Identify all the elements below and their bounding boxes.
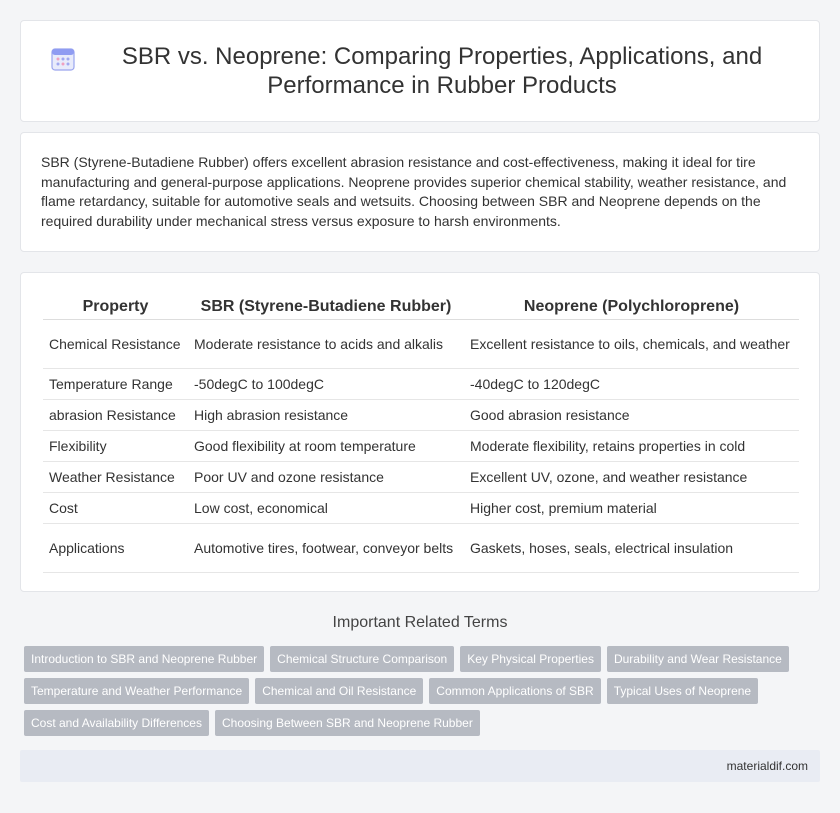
related-terms-tags [24, 646, 814, 742]
table-row [43, 462, 799, 493]
footer [20, 750, 820, 782]
related-term-tag[interactable]: Cost and Availability Differences [24, 710, 209, 736]
title-card [20, 20, 820, 122]
table-row [43, 320, 799, 369]
table-cell: Cost [43, 493, 188, 524]
table-cell: Poor UV and ozone resistance [188, 462, 464, 493]
table-cell: Weather Resistance [43, 462, 188, 493]
footer-site-link[interactable]: materialdif.com [726, 759, 808, 773]
column-header-property: Property [43, 291, 188, 320]
table-header-row [43, 291, 799, 320]
table-row [43, 493, 799, 524]
table-row [43, 400, 799, 431]
table-row [43, 369, 799, 400]
tag-row [24, 710, 814, 736]
related-term-tag[interactable]: Typical Uses of Neoprene [607, 678, 758, 704]
table-cell: -40degC to 120degC [464, 369, 799, 400]
title-wrap [50, 42, 790, 100]
page-title: SBR vs. Neoprene: Comparing Properties, Applications, and Performance in Rubber Products [121, 43, 763, 99]
table-cell: Good flexibility at room temperature [188, 431, 464, 462]
related-term-tag[interactable]: Key Physical Properties [460, 646, 601, 672]
table-cell: -50degC to 100degC [188, 369, 464, 400]
table-cell: Excellent resistance to oils, chemicals, and weather [464, 320, 799, 369]
comparison-table [43, 291, 799, 573]
related-term-tag[interactable]: Temperature and Weather Performance [24, 678, 249, 704]
table-cell: Moderate resistance to acids and alkalis [188, 320, 464, 369]
table-row [43, 431, 799, 462]
calendar-grid-icon [50, 46, 76, 72]
intro-card [20, 132, 820, 252]
table-cell: Low cost, economical [188, 493, 464, 524]
table-cell: Automotive tires, footwear, conveyor belts [188, 524, 464, 573]
table-cell: abrasion Resistance [43, 400, 188, 431]
related-term-tag[interactable]: Durability and Wear Resistance [607, 646, 789, 672]
table-cell: Gaskets, hoses, seals, electrical insulation [464, 524, 799, 573]
tag-row [24, 646, 814, 672]
table-row [43, 524, 799, 573]
related-term-tag[interactable]: Chemical and Oil Resistance [255, 678, 423, 704]
related-term-tag[interactable]: Introduction to SBR and Neoprene Rubber [24, 646, 264, 672]
related-term-tag[interactable]: Common Applications of SBR [429, 678, 600, 704]
column-header-neoprene: Neoprene (Polychloroprene) [464, 291, 799, 320]
table-cell: Temperature Range [43, 369, 188, 400]
table-cell: Excellent UV, ozone, and weather resistance [464, 462, 799, 493]
related-term-tag[interactable]: Chemical Structure Comparison [270, 646, 454, 672]
table-cell: Moderate flexibility, retains properties in cold [464, 431, 799, 462]
tag-row [24, 678, 814, 704]
table-cell: Flexibility [43, 431, 188, 462]
table-cell: Good abrasion resistance [464, 400, 799, 431]
comparison-table-card [20, 272, 820, 592]
table-cell: High abrasion resistance [188, 400, 464, 431]
column-header-sbr: SBR (Styrene-Butadiene Rubber) [188, 291, 464, 320]
related-terms-heading: Important Related Terms [332, 614, 508, 631]
table-cell: Applications [43, 524, 188, 573]
table-cell: Higher cost, premium material [464, 493, 799, 524]
table-cell: Chemical Resistance [43, 320, 188, 369]
related-term-tag[interactable]: Choosing Between SBR and Neoprene Rubber [215, 710, 480, 736]
intro-paragraph: SBR (Styrene-Butadiene Rubber) offers excellent abrasion resistance and cost-effectiveness, making it ideal for tire manufacturing and general-purpose applications. Neoprene provides superior chemical stability, weather resistance, and flame retardancy, suitable for automotive seals and wetsuits. Choosing between SBR and Neoprene depends on the required durability under mechanical stress versus exposure to harsh environments. [41, 154, 787, 229]
